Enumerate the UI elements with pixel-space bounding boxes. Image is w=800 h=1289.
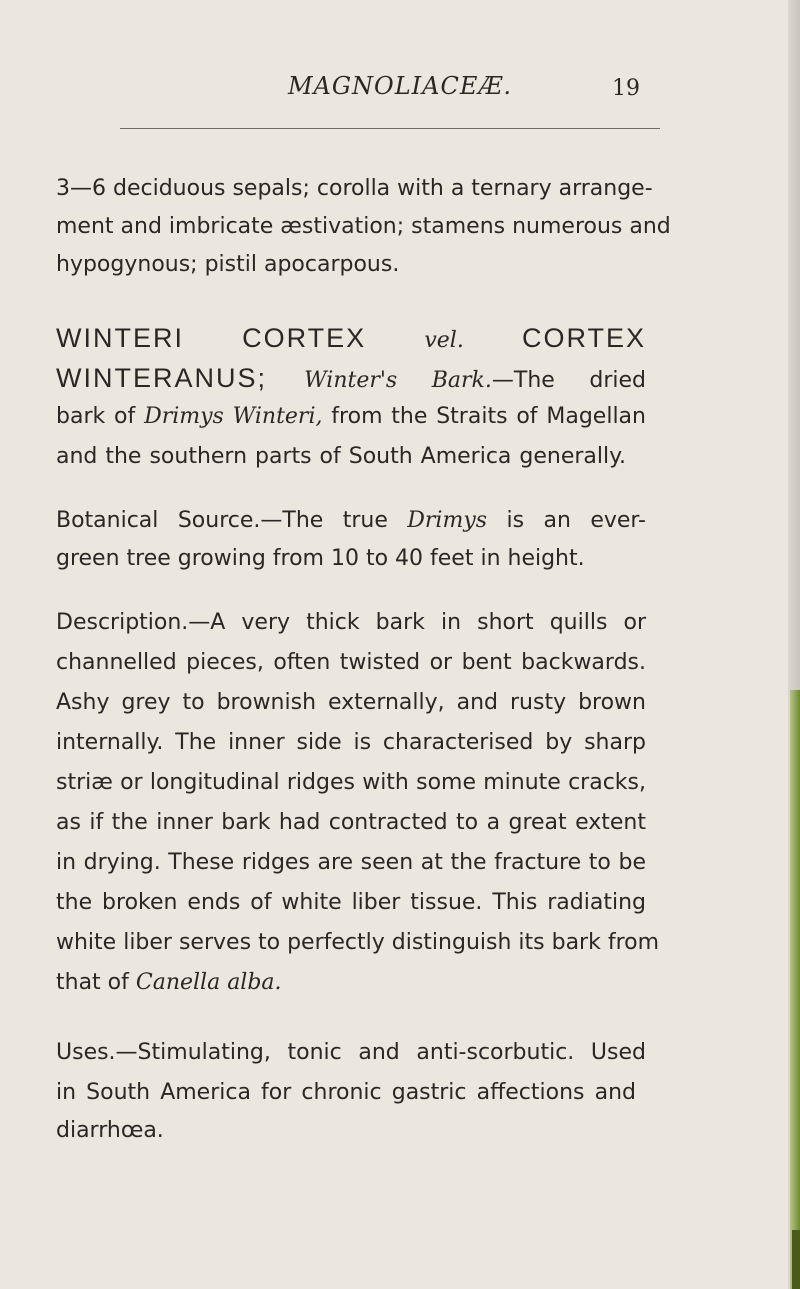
text-line: Botanical Source.—The true Drimys is an ever-	[56, 508, 646, 533]
running-head: MAGNOLIACEÆ.	[287, 72, 513, 100]
text-line: ment and imbricate æstivation; stamens numerous and	[56, 214, 671, 239]
page-number: 19	[612, 76, 640, 101]
species-name: Drimys Winteri,	[144, 404, 323, 429]
entry-heading-line: WINTERANUS; Winter's Bark.—The dried	[56, 363, 646, 393]
text-line: in South America for chronic gastric affections and	[56, 1080, 636, 1105]
entry-heading-line: WINTERI CORTEX vel. CORTEX	[56, 323, 646, 353]
text-line: internally. The inner side is characterised by sharp	[56, 730, 646, 755]
text-line: diarrhœa.	[56, 1118, 164, 1143]
drug-name: WINTERI CORTEX	[56, 323, 425, 353]
text-line: Description.—A very thick bark in short quills or	[56, 610, 646, 635]
common-name: Winter's Bark.	[304, 368, 492, 393]
page-edge-dark	[792, 1230, 800, 1289]
text-line: hypogynous; pistil apocarpous.	[56, 252, 400, 277]
text-line: in drying. These ridges are seen at the fracture to be	[56, 850, 646, 875]
text-line: Ashy grey to brownish externally, and rusty brown	[56, 690, 646, 715]
text-line: channelled pieces, often twisted or bent backwards.	[56, 650, 646, 675]
text-line: green tree growing from 10 to 40 feet in height.	[56, 546, 585, 571]
text-line: striæ or longitudinal ridges with some minute cracks,	[56, 770, 646, 795]
header-rule	[120, 128, 660, 129]
text-line: 3—6 deciduous sepals; corolla with a ternary arrange-	[56, 176, 653, 201]
page-edge-stain	[790, 690, 800, 1289]
text-line: the broken ends of white liber tissue. This radiating	[56, 890, 646, 915]
species-name: Canella alba.	[135, 970, 282, 995]
text-line: and the southern parts of South America generally.	[56, 444, 626, 469]
text-line: bark of Drimys Winteri, from the Straits of Magellan	[56, 404, 646, 429]
text-line: that of Canella alba.	[56, 970, 282, 995]
text-line: Uses.—Stimulating, tonic and anti-scorbutic. Used	[56, 1040, 646, 1065]
text-line: white liber serves to perfectly distinguish its bark from	[56, 930, 660, 955]
text-line: as if the inner bark had contracted to a great extent	[56, 810, 646, 835]
